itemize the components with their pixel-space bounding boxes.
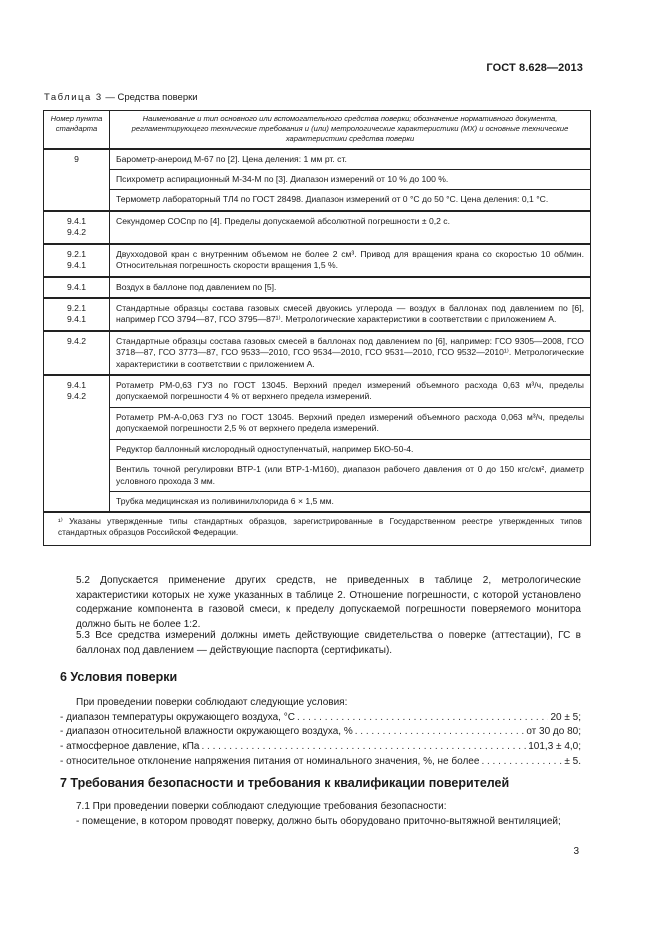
tool-description-cell: Ротаметр РМ-А-0,063 ГУЗ по ГОСТ 13045. Верхний предел измерений объемного расхода 0,063 м³/ч, пределы допускаемой погрешности 2,5 % от верхнего предела измерений.: [110, 407, 591, 439]
table-row: [44, 244, 591, 277]
table-footnote-row: [44, 512, 591, 545]
condition-label: - диапазон температуры окружающего воздуха, °С: [60, 711, 295, 723]
table-row: [44, 331, 591, 375]
section-7-title: 7 Требования безопасности и требования к квалификации поверителей: [60, 776, 510, 790]
page-number: 3: [573, 846, 579, 857]
condition-label: - относительное отклонение напряжения питания от номинального значения, %, не более: [60, 755, 480, 767]
condition-label: - диапазон относительной влажности окружающего воздуха, %: [60, 726, 353, 738]
tool-description-cell: Стандартные образцы состава газовых смесей двуокись углерода — воздух в баллонах под давлением по [6], например ГСО 3794—87, ГСО 3795—87¹⁾. Метрологические характеристики в соответствии с приложением А.: [110, 298, 591, 331]
table-caption-label: Таблица 3: [44, 92, 103, 103]
section-6-conditions: [60, 696, 581, 769]
table-row: [44, 170, 591, 190]
condition-value: 20 ± 5;: [550, 711, 581, 723]
tool-description-cell: Секундомер СОСпр по [4]. Пределы допускаемой абсолютной погрешности ± 0,2 с.: [110, 211, 591, 244]
table-row: [44, 277, 591, 298]
column-header-description: Наименование и тип основного или вспомогательного средства поверки; обозначение нормативного документа, регламентирующего технические требования и (или) метрологические характеристики (МХ) и основные технические характеристики средства поверки: [110, 111, 591, 149]
verification-tools-table: [43, 110, 591, 546]
dot-leader: [481, 755, 562, 770]
tool-description-cell: Психрометр аспирационный М-34-М по [3]. Диапазон измерений от 10 % до 100 %.: [110, 170, 591, 190]
tool-description-cell: Воздух в баллоне под давлением по [5].: [110, 277, 591, 298]
clause-number-cell: 9.4.1 9.4.2: [44, 211, 110, 244]
tool-description-cell: Стандартные образцы состава газовых смесей в баллонах под давлением по [6], например: ГСО 9305—2008, ГСО 3718—87, ГСО 3773—87, ГСО 9533—2010, ГСО 9534—2010, ГСО 9531—2010, ГСО 9532—2010¹⁾. Метрологические характеристики в соответствии с приложением А.: [110, 331, 591, 375]
condition-value: ± 5.: [564, 755, 581, 767]
column-header-clause: Номер пункта стандарта: [44, 111, 110, 149]
condition-item: [60, 755, 581, 770]
clause-number-cell: 9: [44, 149, 110, 211]
clause-5-2: 5.2 Допускается применение других средств, не приведенных в таблице 2, метрологические характеристики которых не хуже указанных в таблице 2. Отношение погрешности, с которой установлено содержание компонента в газовой смеси, к пределу допускаемой погрешности поверяемого монитора должно быть не более 1:2.: [76, 575, 581, 631]
safety-item-1: - помещение, в котором проводят поверку, должно быть оборудовано приточно-вытяжной вентиляцией;: [76, 815, 561, 827]
tool-description-cell: Ротаметр РМ-0,63 ГУЗ по ГОСТ 13045. Верхний предел измерений объемного расхода 0,63 м³/ч, пределы допускаемой погрешности 4 % от верхнего предела измерений.: [110, 375, 591, 407]
conditions-list: [60, 711, 581, 770]
section-6-intro: При проведении поверки соблюдают следующие условия:: [76, 697, 348, 708]
tool-description-cell: Барометр-анероид М-67 по [2]. Цена деления: 1 мм рт. ст.: [110, 149, 591, 170]
table-row: [44, 407, 591, 439]
clause-5-3: 5.3 Все средства измерений должны иметь действующие свидетельства о поверке (аттестации), ГС в баллонах под давлением — действующие паспорта (сертификаты).: [76, 630, 581, 656]
condition-label: - атмосферное давление, кПа: [60, 741, 200, 753]
condition-value: от 30 до 80;: [526, 726, 581, 738]
tool-description-cell: Термометр лабораторный ТЛ4 по ГОСТ 28498. Диапазон измерений от 0 °С до 50 °С. Цена деления: 0,1 °С.: [110, 190, 591, 211]
section-7-body: [60, 800, 581, 829]
clause-number-cell: 9.2.1 9.4.1: [44, 244, 110, 277]
tool-description-cell: Вентиль точной регулировки ВТР-1 (или ВТР-1-М160), диапазон рабочего давления от 0 до 150 кгс/см², диаметр условного прохода 3 мм.: [110, 460, 591, 492]
condition-item: [60, 711, 581, 726]
table-caption-text: — Средства поверки: [105, 92, 198, 103]
table-row: [44, 149, 591, 170]
table-row: [44, 492, 591, 513]
clause-number-cell: 9.4.1: [44, 277, 110, 298]
table-row: [44, 375, 591, 407]
clause-number-cell: 9.4.1 9.4.2: [44, 375, 110, 512]
dot-leader: [355, 725, 525, 740]
clause-number-cell: 9.2.1 9.4.1: [44, 298, 110, 331]
dot-leader: [297, 711, 549, 726]
table-row: [44, 211, 591, 244]
table-row: [44, 298, 591, 331]
dot-leader: [201, 740, 526, 755]
table-row: [44, 190, 591, 211]
condition-item: [60, 725, 581, 740]
tool-description-cell: Двухходовой кран с внутренним объемом не более 2 см³. Привод для вращения крана со скоростью 10 об/мин. Относительная погрешность скорости вращения 1,5 %.: [110, 244, 591, 277]
document-code: ГОСТ 8.628—2013: [486, 62, 583, 74]
condition-value: 101,3 ± 4,0;: [528, 741, 581, 753]
condition-item: [60, 740, 581, 755]
section-6-title: 6 Условия поверки: [60, 670, 178, 684]
clause-7-1: 7.1 При проведении поверки соблюдают следующие требования безопасности:: [76, 801, 447, 812]
table-caption: [44, 92, 198, 103]
tool-description-cell: Редуктор баллонный кислородный одноступенчатый, например БКО-50-4.: [110, 439, 591, 459]
table-row: [44, 439, 591, 459]
table-row: [44, 460, 591, 492]
clause-number-cell: 9.4.2: [44, 331, 110, 375]
tool-description-cell: Трубка медицинская из поливинилхлорида 6 × 1,5 мм.: [110, 492, 591, 513]
table-footnote: ¹⁾ Указаны утвержденные типы стандартных образцов, зарегистрированные в Государственном реестре утвержденных типов стандартных образцов Российской Федерации.: [44, 512, 591, 545]
